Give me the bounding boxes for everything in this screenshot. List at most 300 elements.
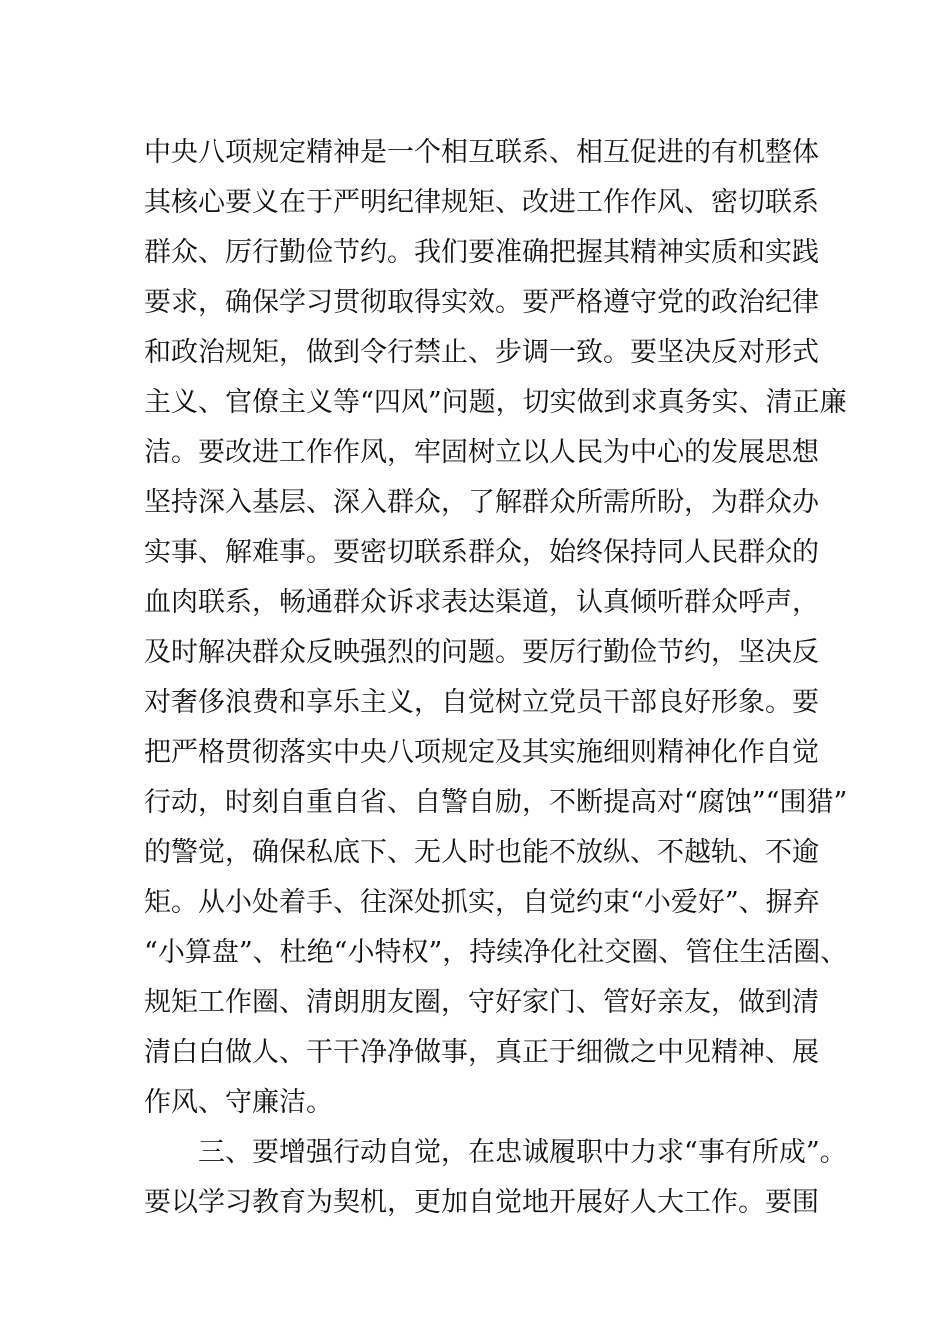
glyph: 众 <box>711 587 738 618</box>
glyph: 群 <box>522 487 549 518</box>
glyph: 想 <box>792 437 819 468</box>
glyph: 进 <box>657 137 684 168</box>
glyph: 。 <box>387 237 414 268</box>
glyph: 圈 <box>793 937 821 968</box>
glyph: 微 <box>603 1037 630 1068</box>
glyph: ， <box>468 1037 495 1068</box>
glyph: 。 <box>495 637 522 668</box>
text-line <box>144 728 819 778</box>
glyph: 侈 <box>198 687 225 718</box>
glyph: 。 <box>495 287 522 318</box>
glyph: 下 <box>360 837 387 868</box>
glyph: 干 <box>333 1037 360 1068</box>
glyph: 取 <box>387 287 414 318</box>
glyph: 不 <box>549 837 576 868</box>
glyph: 增 <box>279 1137 306 1168</box>
glyph: 在 <box>468 1137 495 1168</box>
glyph: 手 <box>306 887 333 918</box>
glyph: 有 <box>711 137 738 168</box>
glyph: 作 <box>603 187 630 218</box>
glyph: 好 <box>603 1187 630 1218</box>
glyph: 圈 <box>631 937 659 968</box>
glyph: 形 <box>765 337 792 368</box>
glyph: 道 <box>522 587 549 618</box>
glyph: ， <box>441 987 468 1018</box>
glyph: 决 <box>225 637 252 668</box>
glyph: 密 <box>711 187 738 218</box>
glyph: 畅 <box>279 587 306 618</box>
glyph: 细 <box>576 1037 603 1068</box>
glyph: 定 <box>279 137 306 168</box>
glyph: 群 <box>144 237 171 268</box>
text-line <box>144 878 820 928</box>
glyph: 求 <box>657 1137 684 1168</box>
glyph: 做 <box>225 1037 252 1068</box>
text-line <box>144 1028 819 1078</box>
glyph: 中 <box>333 737 360 768</box>
glyph: 的 <box>684 287 711 318</box>
glyph: 育 <box>279 1187 306 1218</box>
glyph: 联 <box>198 587 225 618</box>
glyph: 做 <box>306 337 333 368</box>
glyph: 觉 <box>792 737 819 768</box>
glyph: 坚 <box>738 637 765 668</box>
glyph: 、 <box>738 887 766 918</box>
glyph: 项 <box>225 137 252 168</box>
glyph: 牢 <box>414 437 441 468</box>
glyph: 好 <box>697 887 725 918</box>
glyph: 准 <box>495 237 522 268</box>
glyph: ， <box>711 987 738 1018</box>
glyph: 深 <box>333 487 360 518</box>
glyph: 对 <box>144 687 171 718</box>
glyph: 实 <box>441 287 468 318</box>
glyph: 展 <box>576 1187 603 1218</box>
glyph: 治 <box>198 337 225 368</box>
glyph: 围 <box>792 1187 819 1218</box>
glyph: 切 <box>387 537 414 568</box>
glyph: 部 <box>630 687 657 718</box>
glyph: 个 <box>414 137 441 168</box>
glyph: 强 <box>360 637 387 668</box>
glyph: 友 <box>684 987 711 1018</box>
glyph: 工 <box>198 987 225 1018</box>
glyph: 神 <box>333 137 360 168</box>
glyph: 乐 <box>333 687 360 718</box>
glyph: 、 <box>198 237 225 268</box>
glyph: 为 <box>306 1187 333 1218</box>
glyph: 不 <box>657 837 684 868</box>
glyph: 。 <box>765 687 792 718</box>
glyph: 树 <box>495 687 522 718</box>
glyph: 自 <box>522 887 549 918</box>
glyph: 做 <box>414 1037 441 1068</box>
glyph: 和 <box>279 687 306 718</box>
glyph: 自 <box>414 787 441 818</box>
glyph: 所 <box>576 487 603 518</box>
glyph: 求 <box>171 287 198 318</box>
glyph: 盘 <box>211 937 239 968</box>
glyph: 办 <box>792 487 819 518</box>
glyph: 反 <box>306 637 333 668</box>
glyph: 实 <box>549 387 577 418</box>
glyph: 是 <box>360 137 387 168</box>
glyph: 同 <box>657 537 684 568</box>
glyph: 自 <box>441 687 468 718</box>
text-line <box>144 178 819 228</box>
text-line <box>144 528 819 578</box>
glyph: 等 <box>333 387 360 418</box>
glyph: 众 <box>495 537 522 568</box>
glyph: 主 <box>144 387 171 418</box>
glyph: 八 <box>387 737 414 768</box>
glyph: 改 <box>522 187 549 218</box>
glyph: 行 <box>576 637 603 668</box>
glyph: 肉 <box>171 587 198 618</box>
glyph: 工 <box>684 1187 711 1218</box>
glyph: 约 <box>360 237 387 268</box>
glyph: 实 <box>765 237 792 268</box>
glyph: 我 <box>414 237 441 268</box>
glyph: 时 <box>225 787 252 818</box>
glyph: 动 <box>360 1137 387 1168</box>
glyph: 、 <box>306 487 333 518</box>
glyph: 觉 <box>198 837 225 868</box>
glyph: 众 <box>414 487 441 518</box>
glyph: 处 <box>252 887 279 918</box>
glyph: “ <box>144 937 158 968</box>
glyph: 要 <box>765 1187 792 1218</box>
glyph: 时 <box>171 637 198 668</box>
glyph: 门 <box>549 987 576 1018</box>
glyph: 事 <box>441 1037 468 1068</box>
glyph: 和 <box>738 237 765 268</box>
glyph: 加 <box>441 1187 468 1218</box>
glyph: 蚀 <box>724 787 752 818</box>
glyph: 厉 <box>549 637 576 668</box>
text-line-heading <box>144 1128 847 1178</box>
text-line <box>144 828 819 878</box>
glyph: 核 <box>171 187 198 218</box>
text-line <box>144 378 847 428</box>
glyph: 真 <box>495 1037 522 1068</box>
glyph: 要 <box>198 437 225 468</box>
glyph: 、 <box>630 837 657 868</box>
glyph: 确 <box>522 237 549 268</box>
glyph: 的 <box>684 137 711 168</box>
glyph: 自 <box>765 737 792 768</box>
glyph: 问 <box>441 387 469 418</box>
glyph: 、 <box>576 987 603 1018</box>
glyph: 官 <box>225 387 252 418</box>
glyph: 格 <box>576 287 603 318</box>
glyph: 实 <box>306 737 333 768</box>
glyph: 要 <box>333 537 360 568</box>
glyph: 中 <box>657 1037 684 1068</box>
glyph: 义 <box>387 687 414 718</box>
glyph: 的 <box>414 637 441 668</box>
glyph: 展 <box>792 1037 819 1068</box>
glyph: 。 <box>603 337 630 368</box>
glyph: 深 <box>198 487 225 518</box>
glyph: ， <box>279 337 306 368</box>
glyph: 束 <box>603 887 630 918</box>
glyph: 众 <box>765 487 792 518</box>
glyph: 正 <box>792 387 820 418</box>
glyph: 断 <box>576 787 603 818</box>
glyph: 不 <box>549 787 576 818</box>
glyph: 保 <box>279 837 306 868</box>
glyph: ” <box>428 937 443 968</box>
glyph: 及 <box>144 637 171 668</box>
glyph: 听 <box>657 587 684 618</box>
glyph: 央 <box>171 137 198 168</box>
glyph: 清 <box>306 987 333 1018</box>
glyph: 守 <box>468 987 495 1018</box>
glyph: ， <box>387 1187 414 1218</box>
glyph: 落 <box>279 737 306 768</box>
glyph: 持 <box>630 537 657 568</box>
glyph: 解 <box>198 637 225 668</box>
glyph: 相 <box>576 137 603 168</box>
glyph: 规 <box>441 737 468 768</box>
glyph: 民 <box>576 437 603 468</box>
glyph: 人 <box>441 837 468 868</box>
glyph: 效 <box>468 287 495 318</box>
glyph: 调 <box>522 337 549 368</box>
glyph: 到 <box>765 987 792 1018</box>
glyph: 盼 <box>657 487 684 518</box>
glyph: 题 <box>468 387 496 418</box>
glyph: 提 <box>603 787 630 818</box>
glyph: 开 <box>549 1187 576 1218</box>
glyph: ， <box>495 887 522 918</box>
glyph: 于 <box>549 1037 576 1068</box>
glyph: 主 <box>360 687 387 718</box>
text-line: 作风、守廉洁。 <box>144 1087 333 1118</box>
glyph: 以 <box>522 437 549 468</box>
glyph: 活 <box>766 937 794 968</box>
glyph: 确 <box>252 837 279 868</box>
glyph: 做 <box>576 387 604 418</box>
glyph: 象 <box>738 687 765 718</box>
glyph: 从 <box>198 887 225 918</box>
glyph: ， <box>252 587 279 618</box>
glyph: 问 <box>441 637 468 668</box>
glyph: 好 <box>684 687 711 718</box>
glyph: ， <box>225 837 252 868</box>
text-line <box>144 278 819 328</box>
glyph: 觉 <box>468 687 495 718</box>
glyph: 持 <box>171 487 198 518</box>
glyph: 式 <box>792 337 819 368</box>
glyph: 、 <box>279 987 306 1018</box>
glyph: 力 <box>630 1137 657 1168</box>
glyph: 严 <box>171 737 198 768</box>
glyph: 于 <box>306 187 333 218</box>
glyph: 所 <box>630 487 657 518</box>
glyph: 要 <box>144 287 171 318</box>
glyph: 得 <box>414 287 441 318</box>
glyph: 人 <box>549 437 576 468</box>
glyph: 行 <box>252 237 279 268</box>
glyph: 基 <box>252 487 279 518</box>
glyph: 作 <box>711 1187 738 1218</box>
glyph: 行 <box>387 337 414 368</box>
glyph: “ <box>333 937 348 968</box>
glyph: 众 <box>765 537 792 568</box>
glyph: 众 <box>279 637 306 668</box>
text-line <box>144 228 819 278</box>
glyph: 工 <box>279 437 306 468</box>
glyph: 警 <box>441 787 468 818</box>
glyph: 八 <box>198 137 225 168</box>
glyph: 、 <box>387 787 414 818</box>
glyph: 解 <box>495 487 522 518</box>
glyph: 群 <box>333 587 360 618</box>
glyph: 认 <box>576 587 603 618</box>
glyph: 节 <box>657 637 684 668</box>
glyph: 致 <box>576 337 603 368</box>
glyph: 人 <box>684 537 711 568</box>
glyph: 管 <box>603 987 630 1018</box>
glyph: 廉 <box>819 387 847 418</box>
glyph: 质 <box>711 237 738 268</box>
glyph: 互 <box>468 137 495 168</box>
glyph: 轨 <box>711 837 738 868</box>
glyph: 彻 <box>252 737 279 768</box>
glyph: 警 <box>171 837 198 868</box>
glyph: 系 <box>522 137 549 168</box>
glyph: 实 <box>468 887 495 918</box>
glyph: 高 <box>630 787 657 818</box>
glyph: 主 <box>279 387 306 418</box>
glyph: 发 <box>711 437 738 468</box>
glyph: 一 <box>387 137 414 168</box>
glyph: 大 <box>657 1187 684 1218</box>
glyph: 众 <box>171 237 198 268</box>
glyph: 要 <box>792 687 819 718</box>
glyph: 节 <box>333 237 360 268</box>
glyph: 治 <box>738 287 765 318</box>
glyph: 矩 <box>468 187 495 218</box>
glyph: 家 <box>522 987 549 1018</box>
glyph: 朋 <box>360 987 387 1018</box>
glyph: 映 <box>333 637 360 668</box>
glyph: 工 <box>576 187 603 218</box>
glyph: ” <box>427 387 442 418</box>
glyph: 、 <box>279 1037 306 1068</box>
glyph: 、 <box>225 1137 252 1168</box>
glyph: 及 <box>495 737 522 768</box>
glyph: 题 <box>468 637 495 668</box>
glyph: 学 <box>198 1187 225 1218</box>
glyph: 之 <box>630 1037 657 1068</box>
glyph: 自 <box>468 1187 495 1218</box>
glyph: 无 <box>414 837 441 868</box>
glyph: 其 <box>522 737 549 768</box>
glyph: 保 <box>252 287 279 318</box>
glyph: 和 <box>144 337 171 368</box>
glyph: 反 <box>792 637 819 668</box>
glyph: 难 <box>252 537 279 568</box>
glyph: 思 <box>765 437 792 468</box>
glyph: 促 <box>630 137 657 168</box>
glyph: 绝 <box>306 937 334 968</box>
glyph: 为 <box>711 487 738 518</box>
glyph: 僚 <box>252 387 279 418</box>
glyph: 净 <box>360 1037 387 1068</box>
glyph: 步 <box>495 337 522 368</box>
glyph: 党 <box>549 687 576 718</box>
glyph: 矩 <box>171 987 198 1018</box>
body-text <box>144 128 848 1228</box>
glyph: 行 <box>144 787 171 818</box>
glyph: 改 <box>225 437 252 468</box>
glyph: 化 <box>711 737 738 768</box>
glyph: 自 <box>387 1137 414 1168</box>
text-line <box>144 128 819 178</box>
glyph: 作 <box>333 437 360 468</box>
glyph: 动 <box>171 787 198 818</box>
glyph: 求 <box>414 587 441 618</box>
glyph: 矩 <box>144 887 171 918</box>
glyph: 享 <box>306 687 333 718</box>
glyph: ” <box>833 787 848 818</box>
glyph: 真 <box>603 587 630 618</box>
glyph: 群 <box>387 487 414 518</box>
glyph: 政 <box>711 287 738 318</box>
glyph: 作 <box>306 437 333 468</box>
glyph: 好 <box>630 987 657 1018</box>
glyph: 、 <box>252 937 280 968</box>
glyph: 体 <box>792 137 819 168</box>
glyph: 规 <box>144 987 171 1018</box>
glyph: 、 <box>738 387 766 418</box>
glyph: 其 <box>603 237 630 268</box>
glyph: 。 <box>306 537 333 568</box>
glyph: “ <box>630 887 644 918</box>
glyph: 风 <box>400 387 428 418</box>
glyph: 施 <box>576 737 603 768</box>
glyph: 事 <box>171 537 198 568</box>
glyph: 地 <box>522 1187 549 1218</box>
glyph: 需 <box>603 487 630 518</box>
glyph: 成 <box>778 1137 806 1168</box>
glyph: ， <box>711 637 738 668</box>
glyph: 员 <box>576 687 603 718</box>
glyph: 作 <box>225 987 252 1018</box>
glyph: 入 <box>225 487 252 518</box>
glyph: 能 <box>522 837 549 868</box>
glyph: 约 <box>576 887 603 918</box>
glyph: 勤 <box>603 637 630 668</box>
glyph: 严 <box>333 187 360 218</box>
glyph: 群 <box>252 637 279 668</box>
glyph: 、 <box>658 937 686 968</box>
glyph: 学 <box>279 287 306 318</box>
glyph: 白 <box>198 1037 225 1068</box>
glyph: 好 <box>495 987 522 1018</box>
glyph: 实 <box>549 737 576 768</box>
glyph: 一 <box>549 337 576 368</box>
glyph: 算 <box>184 937 212 968</box>
glyph: 终 <box>576 537 603 568</box>
glyph: 坚 <box>657 337 684 368</box>
glyph: 圈 <box>414 987 441 1018</box>
glyph: 腐 <box>697 787 725 818</box>
glyph: 践 <box>792 237 819 268</box>
